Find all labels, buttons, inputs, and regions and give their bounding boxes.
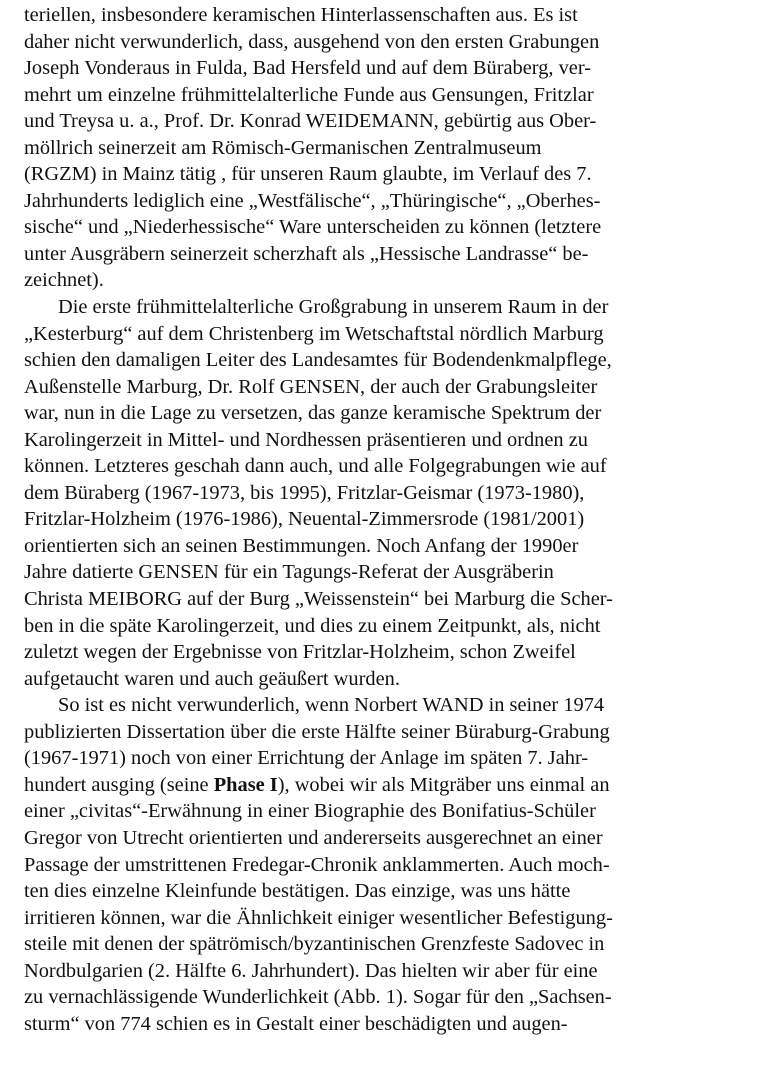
paragraph-first-line: [24, 692, 744, 719]
text-line: [24, 214, 744, 241]
text-segment: Außenstelle Marburg, Dr. Rolf GENSEN, der auch der Grabungsleiter: [24, 375, 598, 398]
text-segment: mehrt um einzelne frühmittelalterliche Funde aus Gensungen, Fritzlar: [24, 83, 594, 106]
document-page: [24, 2, 744, 1037]
text-segment: publizierten Dissertation über die erste Hälfte seiner Büraburg-Grabung: [24, 720, 610, 743]
text-segment: steile mit denen der spätrömisch/byzantinischen Grenzfeste Sadovec in: [24, 933, 605, 956]
text-segment: möllrich seinerzeit am Römisch-Germanischen Zentralmuseum: [24, 136, 542, 159]
text-segment: und Treysa u. a., Prof. Dr. Konrad WEIDEMANN, gebürtig aus Ober-: [24, 110, 597, 133]
text-segment: unter Ausgräbern seinerzeit scherzhaft als „Hessische Landrasse“ be-: [24, 242, 589, 265]
text-segment: einer „civitas“-Erwähnung in einer Biographie des Bonifatius-Schüler: [24, 800, 596, 823]
text-line: [24, 825, 744, 852]
text-segment: Passage der umstrittenen Fredegar-Chronik anklammerten. Auch moch-: [24, 853, 610, 876]
text-line: [24, 374, 744, 401]
text-line: [24, 559, 744, 586]
text-segment: schien den damaligen Leiter des Landesamtes für Bodendenkmalpflege,: [24, 349, 612, 372]
text-segment: können. Letzteres geschah dann auch, und alle Folgegrabungen wie auf: [24, 455, 607, 478]
text-line: [24, 719, 744, 746]
text-line: [24, 1011, 744, 1038]
text-line: [24, 506, 744, 533]
text-line: [24, 984, 744, 1011]
text-line: [24, 161, 744, 188]
text-segment: So ist es nicht verwunderlich, wenn Norbert WAND in seiner 1974: [58, 694, 605, 717]
text-segment: irritieren können, war die Ähnlichkeit einiger wesentlicher Befestigung-: [24, 906, 613, 929]
text-segment: Nordbulgarien (2. Hälfte 6. Jahrhundert). Das hielten wir aber für eine: [24, 959, 598, 982]
text-segment: zu vernachlässigende Wunderlichkeit (Abb. 1). Sogar für den „Sachsen-: [24, 986, 612, 1009]
text-line: [24, 82, 744, 109]
text-segment: dem Büraberg (1967-1973, bis 1995), Fritzlar-Geismar (1973-1980),: [24, 481, 585, 504]
text-segment: war, nun in die Lage zu versetzen, das ganze keramische Spektrum der: [24, 402, 602, 425]
text-segment: (RGZM) in Mainz tätig , für unseren Raum glaubte, im Verlauf des 7.: [24, 163, 592, 186]
text-segment: Joseph Vonderaus in Fulda, Bad Hersfeld und auf dem Büraberg, ver-: [24, 57, 592, 80]
text-segment: hundert ausging (seine: [24, 773, 214, 796]
text-segment: ben in die späte Karolingerzeit, und dies zu einem Zeitpunkt, als, nicht: [24, 614, 601, 637]
text-segment: zeichnet).: [24, 269, 104, 292]
text-line: [24, 905, 744, 932]
text-line: [24, 639, 744, 666]
text-segment: aufgetaucht waren und auch geäußert wurden.: [24, 667, 400, 690]
text-segment: sische“ und „Niederhessische“ Ware unterscheiden zu können (letztere: [24, 216, 602, 239]
text-line: [24, 772, 744, 799]
text-line: [24, 480, 744, 507]
text-line: [24, 55, 744, 82]
text-line: [24, 745, 744, 772]
text-line: [24, 321, 744, 348]
text-segment: Christa MEIBORG auf der Burg „Weissenstein“ bei Marburg die Scher-: [24, 588, 613, 611]
text-line: [24, 798, 744, 825]
text-line: [24, 400, 744, 427]
text-line: [24, 267, 744, 294]
text-line: [24, 427, 744, 454]
text-line: [24, 586, 744, 613]
text-segment: sturm“ von 774 schien es in Gestalt einer beschädigten und augen-: [24, 1012, 568, 1035]
text-line: [24, 878, 744, 905]
text-segment: orientierten sich an seinen Bestimmungen. Noch Anfang der 1990er: [24, 534, 579, 557]
text-segment: teriellen, insbesondere keramischen Hinterlassenschaften aus. Es ist: [24, 4, 578, 26]
text-segment: Die erste frühmittelalterliche Großgrabung in unserem Raum in der: [58, 296, 609, 319]
text-line: [24, 2, 744, 29]
text-line: [24, 613, 744, 640]
text-line: [24, 108, 744, 135]
text-segment: „Kesterburg“ auf dem Christenberg im Wetschaftstal nördlich Marburg: [24, 322, 604, 345]
text-line: [24, 666, 744, 693]
text-segment: (1967-1971) noch von einer Errichtung der Anlage im späten 7. Jahr-: [24, 747, 589, 770]
text-line: [24, 347, 744, 374]
text-segment: Karolingerzeit in Mittel- und Nordhessen präsentieren und ordnen zu: [24, 428, 588, 451]
text-line: [24, 135, 744, 162]
text-segment: Jahrhunderts lediglich eine „Westfälische“, „Thüringische“, „Oberhes-: [24, 189, 601, 212]
text-segment: zuletzt wegen der Ergebnisse von Fritzlar-Holzheim, schon Zweifel: [24, 641, 576, 664]
text-segment: ), wobei wir als Mitgräber uns einmal an: [277, 773, 610, 796]
text-line: [24, 852, 744, 879]
text-segment: ten dies einzelne Kleinfunde bestätigen. Das einzige, was uns hätte: [24, 880, 571, 903]
text-line: [24, 958, 744, 985]
text-line: [24, 29, 744, 56]
text-line: [24, 453, 744, 480]
text-line: [24, 931, 744, 958]
text-segment: Fritzlar-Holzheim (1976-1986), Neuental-Zimmersrode (1981/2001): [24, 508, 585, 531]
text-line: [24, 533, 744, 560]
bold-phrase: Phase I: [213, 773, 278, 796]
text-line: [24, 241, 744, 268]
text-segment: Jahre datierte GENSEN für ein Tagungs-Referat der Ausgräberin: [24, 561, 554, 584]
text-line: [24, 188, 744, 215]
text-segment: Gregor von Utrecht orientierten und andererseits ausgerechnet an einer: [24, 826, 603, 849]
paragraph-first-line: [24, 294, 744, 321]
text-segment: daher nicht verwunderlich, dass, ausgehend von den ersten Grabungen: [24, 30, 600, 53]
